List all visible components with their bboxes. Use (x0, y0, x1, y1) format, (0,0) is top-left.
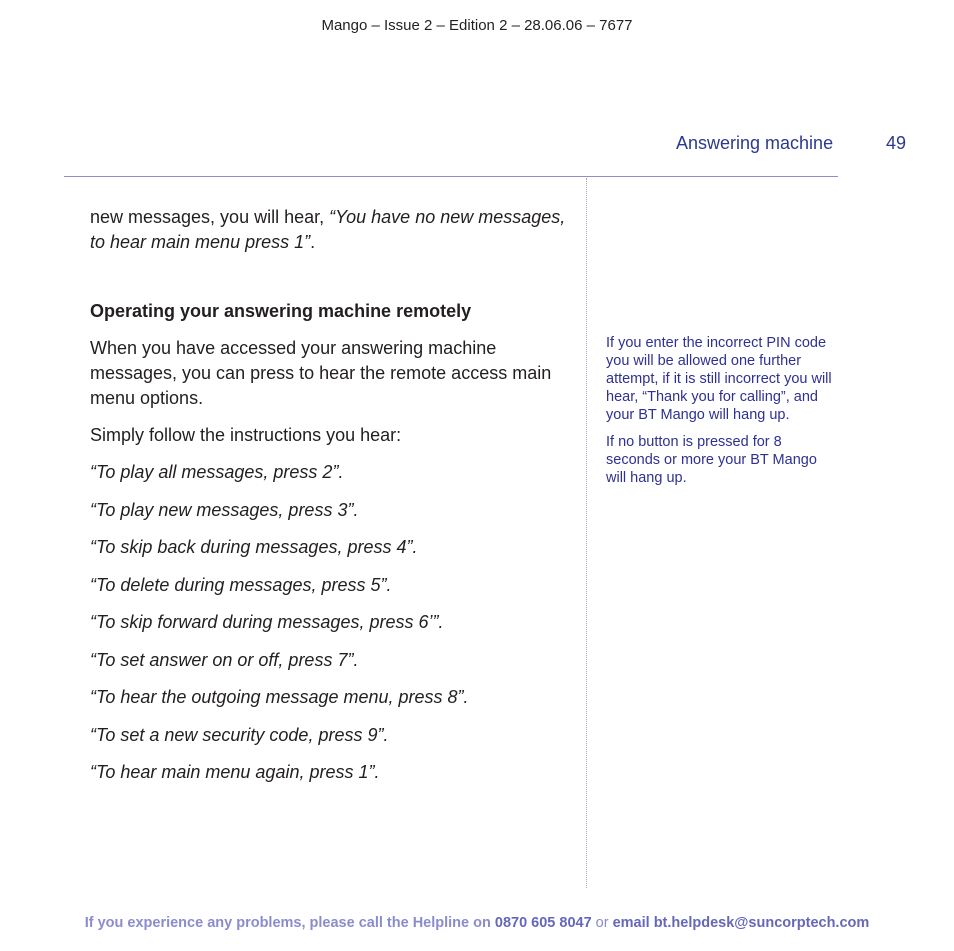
section-title: Answering machine (676, 133, 834, 153)
footer-or: or (591, 915, 613, 931)
menu-option: “To play new messages, press 3”. (90, 499, 359, 520)
helpline-footer (0, 915, 954, 931)
intro-text: new messages, you will hear, (90, 207, 330, 227)
menu-option: “To set a new security code, press 9”. (90, 724, 389, 745)
header-rule (64, 176, 838, 177)
menu-option: “To skip forward during messages, press 6’”. (90, 612, 444, 632)
intro-end: . (310, 232, 316, 252)
menu-option: “To delete during messages, press 5”. (90, 574, 392, 595)
footer-email: email bt.helpdesk@suncorptech.com (612, 915, 870, 931)
sidebar-notes (606, 334, 838, 496)
body-paragraph-1: When you have accessed your answering machine messages, you can press to hear the remote access main menu options. (90, 338, 552, 408)
intro-paragraph (90, 205, 570, 255)
menu-option: “To skip back during messages, press 4”. (90, 537, 418, 557)
main-column (90, 205, 570, 798)
footer-phone: 0870 605 8047 (494, 915, 592, 931)
section-subheading: Operating your answering machine remotely (90, 301, 472, 321)
sidebar-note-timeout: If no button is pressed for 8 seconds or more your BT Mango will hang up. (606, 434, 817, 486)
body-paragraph-2: Simply follow the instructions you hear: (90, 425, 402, 445)
menu-option: “To hear the outgoing message menu, press 8”. (90, 687, 469, 707)
intro-quote: “You have no new messages, to hear main menu press 1” (90, 207, 566, 252)
sidebar-note-pin: If you enter the incorrect PIN code you will be allowed one further attempt, if it is still incorrect you will hear, “Thank you for calling”, and your BT Mango will hang up. (606, 335, 832, 423)
page-number: 49 (886, 133, 907, 153)
menu-option: “To play all messages, press 2”. (90, 462, 344, 482)
document-info-header: Mango – Issue 2 – Edition 2 – 28.06.06 – 7677 (321, 17, 633, 34)
column-divider (586, 178, 587, 888)
footer-text: If you experience any problems, please call the Helpline on (84, 915, 495, 931)
menu-option: “To set answer on or off, press 7”. (90, 649, 359, 670)
menu-option: “To hear main menu again, press 1”. (90, 762, 380, 782)
